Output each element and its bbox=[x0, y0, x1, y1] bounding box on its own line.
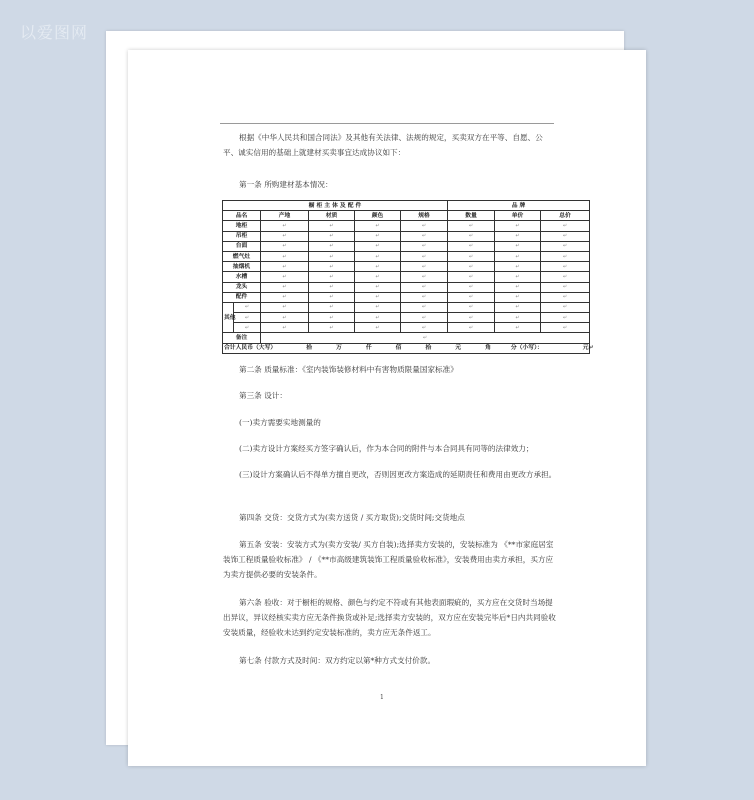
paragraph-mark: ↵ bbox=[562, 243, 568, 250]
paragraph-mark: ↵ bbox=[421, 324, 427, 331]
materials-table bbox=[222, 200, 594, 354]
paragraph-mark: ↵ bbox=[375, 314, 380, 321]
paragraph-mark: ↵ bbox=[329, 243, 334, 250]
paragraph-mark: ↵ bbox=[282, 253, 287, 260]
paragraph-mark: ↵ bbox=[282, 324, 287, 331]
paragraph-mark: ↵ bbox=[562, 253, 568, 260]
paragraph-mark: ↵ bbox=[375, 294, 380, 301]
table-cell bbox=[309, 231, 355, 241]
table-cell bbox=[355, 292, 401, 302]
table-cell bbox=[541, 221, 590, 231]
table-cell bbox=[355, 282, 401, 292]
table-column-header-row bbox=[223, 211, 590, 221]
table-cell bbox=[309, 292, 355, 302]
table-row bbox=[223, 251, 590, 261]
table-cell bbox=[448, 323, 495, 333]
table-cell bbox=[495, 262, 541, 272]
table-cell bbox=[495, 323, 541, 333]
paragraph-mark: ↵ bbox=[515, 243, 520, 250]
table-cell bbox=[401, 282, 448, 292]
table-cell bbox=[541, 262, 590, 272]
paragraph-mark: ↵ bbox=[282, 222, 287, 229]
table-cell bbox=[401, 272, 448, 282]
table-cell bbox=[448, 221, 495, 231]
table-cell bbox=[495, 231, 541, 241]
table-row bbox=[223, 272, 590, 282]
table-cell bbox=[448, 313, 495, 323]
other-label: 其他 bbox=[223, 302, 234, 333]
table-cell bbox=[355, 251, 401, 261]
watermark: 以爱图网 bbox=[20, 23, 89, 42]
table-cell bbox=[261, 262, 309, 272]
paragraph-mark: ↵ bbox=[421, 253, 427, 260]
table-header-row-1 bbox=[223, 201, 590, 211]
table-cell bbox=[401, 302, 448, 312]
table-cell bbox=[541, 272, 590, 282]
table-row-remark bbox=[223, 333, 590, 343]
column-header: 总价 bbox=[541, 211, 590, 221]
paragraph-mark: ↵ bbox=[562, 222, 568, 229]
row-label: 抽烟机 bbox=[223, 262, 261, 272]
remark-cell bbox=[261, 333, 590, 343]
table-cell bbox=[261, 231, 309, 241]
table-cell bbox=[261, 302, 309, 312]
paragraph-mark: ↵ bbox=[421, 243, 427, 250]
table-cell bbox=[401, 231, 448, 241]
total-cell bbox=[223, 343, 594, 353]
table-cell bbox=[309, 282, 355, 292]
paragraph-mark: ↵ bbox=[468, 294, 474, 301]
paragraph-mark: ↵ bbox=[282, 263, 287, 270]
table-row bbox=[223, 323, 590, 333]
table-row bbox=[223, 313, 590, 323]
paragraph-mark: ↵ bbox=[515, 314, 520, 321]
paragraph-mark: ↵ bbox=[375, 273, 380, 280]
paragraph-mark: ↵ bbox=[282, 243, 287, 250]
table-cell bbox=[401, 221, 448, 231]
table-cell bbox=[355, 272, 401, 282]
row-label: 地柜 bbox=[223, 221, 261, 231]
table-cell bbox=[541, 251, 590, 261]
header-rule bbox=[220, 123, 554, 124]
table-cell bbox=[541, 241, 590, 251]
table-cell bbox=[261, 313, 309, 323]
paragraph-mark: ↵ bbox=[329, 314, 334, 321]
row-label: 燃气灶 bbox=[223, 251, 261, 261]
table-cell bbox=[541, 231, 590, 241]
table-cell bbox=[309, 262, 355, 272]
paragraph-mark: ↵ bbox=[329, 263, 334, 270]
table-cell bbox=[261, 323, 309, 333]
column-header: 单价 bbox=[495, 211, 541, 221]
paragraph-mark: ↵ bbox=[421, 304, 427, 311]
paragraph-mark: ↵ bbox=[515, 222, 520, 229]
paragraph-mark: ↵ bbox=[562, 314, 568, 321]
table-cell bbox=[541, 292, 590, 302]
paragraph-mark: ↵ bbox=[329, 273, 334, 280]
page-number: 1 bbox=[380, 694, 384, 701]
clause-3-item-2: (二)卖方设计方案经买方签字确认后，作为本合同的附件与本合同具有同等的法律效力； bbox=[239, 444, 534, 453]
column-header: 品名 bbox=[223, 211, 261, 221]
table-cell bbox=[401, 292, 448, 302]
table-cell bbox=[309, 302, 355, 312]
table-cell bbox=[355, 231, 401, 241]
paragraph-mark: ↵ bbox=[282, 314, 287, 321]
table-row bbox=[223, 292, 590, 302]
table-cell bbox=[495, 272, 541, 282]
paragraph-mark: ↵ bbox=[468, 253, 474, 260]
paragraph-mark: ↵ bbox=[375, 243, 380, 250]
table-cell bbox=[541, 323, 590, 333]
paragraph-mark: ↵ bbox=[422, 335, 428, 342]
paragraph-mark: ↵ bbox=[515, 253, 520, 260]
table-cell bbox=[448, 292, 495, 302]
table-cell bbox=[355, 262, 401, 272]
clause-3-item-1: (一)卖方需要实地测量的 bbox=[239, 418, 321, 427]
paragraph-mark: ↵ bbox=[244, 324, 250, 331]
table-cell bbox=[401, 241, 448, 251]
clause-4: 第四条 交货：交货方式为(卖方送货 / 买方取货);交货时间;交货地点 bbox=[239, 513, 465, 522]
row-label: 配件 bbox=[223, 292, 261, 302]
table-cell bbox=[261, 241, 309, 251]
table-cell bbox=[355, 323, 401, 333]
table-cell bbox=[448, 251, 495, 261]
paragraph-mark: ↵ bbox=[562, 273, 568, 280]
paragraph-mark: ↵ bbox=[562, 263, 568, 270]
table-cell bbox=[495, 313, 541, 323]
paragraph-mark: ↵ bbox=[468, 314, 474, 321]
table-cell bbox=[355, 241, 401, 251]
table-row bbox=[223, 282, 590, 292]
clause-1-heading: 第一条 所购建材基本情况： bbox=[239, 180, 333, 189]
table-cell bbox=[495, 241, 541, 251]
paragraph-mark: ↵ bbox=[468, 324, 474, 331]
paragraph-mark: ↵ bbox=[375, 284, 380, 291]
paragraph-mark: ↵ bbox=[375, 304, 380, 311]
table-row bbox=[223, 302, 590, 312]
table-cell bbox=[541, 313, 590, 323]
table-cell bbox=[401, 262, 448, 272]
table-cell bbox=[309, 272, 355, 282]
table-cell bbox=[448, 231, 495, 241]
table-cell bbox=[541, 282, 590, 292]
paragraph-mark: ↵ bbox=[244, 304, 250, 311]
paragraph-mark: ↵ bbox=[375, 253, 380, 260]
column-header: 材质 bbox=[309, 211, 355, 221]
table-cell bbox=[309, 221, 355, 231]
paragraph-mark: ↵ bbox=[468, 273, 474, 280]
paragraph-mark: ↵ bbox=[421, 314, 427, 321]
paragraph-mark: ↵ bbox=[468, 263, 474, 270]
paragraph-mark: ↵ bbox=[282, 273, 287, 280]
table-cell bbox=[541, 302, 590, 312]
paragraph-mark: ↵ bbox=[329, 222, 334, 229]
total-u5: 拾 bbox=[425, 345, 432, 352]
paragraph-mark: ↵ bbox=[375, 324, 380, 331]
paragraph-mark: ↵ bbox=[562, 324, 568, 331]
table-cell bbox=[261, 251, 309, 261]
clause-5: 第五条 安装：安装方式为(卖方安装/ 买方自装);选择卖方安装的，安装标准为 《**市家庭居室装饰工程质量验收标准》 / 《**市高级建筑装饰工程质量验收标准》，安装费用由卖方承担，买方应为卖方提供必要的安装条件。 bbox=[223, 540, 554, 579]
paragraph-mark: ↵ bbox=[329, 324, 334, 331]
clause-3-heading: 第三条 设计： bbox=[239, 391, 287, 400]
table-cell bbox=[401, 323, 448, 333]
table-cell bbox=[448, 262, 495, 272]
paragraph-mark: ↵ bbox=[468, 243, 474, 250]
document-page bbox=[128, 50, 646, 766]
table-row bbox=[223, 241, 590, 251]
table-cell bbox=[234, 302, 261, 312]
total-u2: 万 bbox=[336, 345, 342, 352]
paragraph-mark: ↵ bbox=[329, 294, 334, 301]
column-header: 颜色 bbox=[355, 211, 401, 221]
paragraph-mark: ↵ bbox=[562, 294, 568, 301]
table-cell bbox=[448, 302, 495, 312]
paragraph-mark: ↵ bbox=[282, 284, 287, 291]
table-cell bbox=[261, 272, 309, 282]
table-cell bbox=[401, 313, 448, 323]
table-cell bbox=[355, 313, 401, 323]
paragraph-mark: ↵ bbox=[329, 253, 334, 260]
column-header: 规格 bbox=[401, 211, 448, 221]
total-u7: 角 bbox=[485, 345, 491, 352]
table-cell bbox=[495, 302, 541, 312]
clause-7: 第七条 付款方式及时间：双方约定以第*种方式支付价款。 bbox=[239, 656, 436, 665]
clause-2: 第二条 质量标准：《室内装饰装修材料中有害物质限量国家标准》 bbox=[239, 365, 458, 374]
paragraph-mark: ↵ bbox=[562, 284, 568, 291]
paragraph-mark: ↵ bbox=[562, 233, 568, 240]
paragraph-mark: ↵ bbox=[468, 233, 474, 240]
table-head-brand: 品 牌 bbox=[448, 201, 590, 211]
paragraph-mark: ↵ bbox=[375, 233, 380, 240]
table-cell bbox=[448, 272, 495, 282]
paragraph-mark: ↵ bbox=[421, 222, 427, 229]
paragraph-mark: ↵ bbox=[468, 284, 474, 291]
table-cell bbox=[355, 221, 401, 231]
paragraph-mark: ↵ bbox=[329, 284, 334, 291]
table-row bbox=[223, 231, 590, 241]
total-u8: 分（小写）： bbox=[510, 345, 543, 352]
paragraph-mark: ↵ bbox=[515, 263, 520, 270]
table-head-main: 橱 柜 主 体 及 配 件 bbox=[223, 201, 448, 211]
paragraph-mark: ↵ bbox=[515, 324, 520, 331]
table-cell bbox=[309, 313, 355, 323]
total-u9: 元↵ bbox=[582, 345, 594, 352]
column-header: 产地 bbox=[261, 211, 309, 221]
row-label: 吊柜 bbox=[223, 231, 261, 241]
paragraph-mark: ↵ bbox=[244, 314, 250, 321]
clause-3-item-3: (三)设计方案确认后不得单方擅自更改，否则因更改方案造成的延期责任和费用由更改方承担。 bbox=[239, 470, 557, 479]
table-row bbox=[223, 221, 590, 231]
table-cell bbox=[495, 251, 541, 261]
remark-label: 备注 bbox=[223, 333, 261, 343]
total-u1: 拾 bbox=[306, 345, 312, 352]
paragraph-mark: ↵ bbox=[468, 304, 474, 311]
table-cell bbox=[448, 282, 495, 292]
table-cell bbox=[234, 313, 261, 323]
table-row bbox=[223, 262, 590, 272]
paragraph-mark: ↵ bbox=[421, 233, 427, 240]
paragraph-mark: ↵ bbox=[421, 263, 427, 270]
total-u6: 元 bbox=[455, 345, 462, 352]
row-label: 水槽 bbox=[223, 272, 261, 282]
row-label: 台面 bbox=[223, 241, 261, 251]
table-cell bbox=[495, 292, 541, 302]
paragraph-mark: ↵ bbox=[421, 273, 427, 280]
paragraph-mark: ↵ bbox=[329, 233, 334, 240]
table-cell bbox=[309, 251, 355, 261]
clause-6: 第六条 验收：对于橱柜的规格、颜色与约定不符或有其他表面瑕疵的，买方应在交货时当场提出异议，异议经核实卖方应无条件换货或补足;选择卖方安装的，双方应在安装完毕后*日内共同验收安装质量，经验收未达到约定安装标准的，卖方应无条件返工。 bbox=[223, 598, 556, 637]
table-cell bbox=[495, 282, 541, 292]
paragraph-mark: ↵ bbox=[282, 294, 287, 301]
table-cell bbox=[309, 241, 355, 251]
paragraph-mark: ↵ bbox=[329, 304, 334, 311]
table-cell bbox=[495, 221, 541, 231]
paragraph-mark: ↵ bbox=[421, 284, 427, 291]
table-cell bbox=[234, 323, 261, 333]
paragraph-mark: ↵ bbox=[421, 294, 427, 301]
paragraph-mark: ↵ bbox=[375, 222, 380, 229]
row-label: 龙头 bbox=[223, 282, 261, 292]
table-cell bbox=[448, 241, 495, 251]
intro-paragraph: 根据《中华人民共和国合同法》及其他有关法律、法规的规定，买卖双方在平等、自愿、公平、诚实信用的基础上就建材买卖事宜达成协议如下： bbox=[223, 133, 543, 157]
table-cell bbox=[261, 221, 309, 231]
table-cell bbox=[261, 282, 309, 292]
table-row-total bbox=[223, 343, 590, 353]
paragraph-mark: ↵ bbox=[515, 304, 520, 311]
column-header: 数量 bbox=[448, 211, 495, 221]
table-cell bbox=[401, 251, 448, 261]
paragraph-mark: ↵ bbox=[375, 263, 380, 270]
total-u4: 佰 bbox=[395, 345, 402, 352]
table-cell bbox=[309, 323, 355, 333]
table-cell bbox=[261, 292, 309, 302]
total-label: 合计人民币（大写） bbox=[224, 345, 277, 352]
total-u3: 仟 bbox=[365, 345, 372, 352]
paragraph-mark: ↵ bbox=[468, 222, 474, 229]
paragraph-mark: ↵ bbox=[562, 304, 568, 311]
paragraph-mark: ↵ bbox=[515, 294, 520, 301]
paragraph-mark: ↵ bbox=[282, 304, 287, 311]
paragraph-mark: ↵ bbox=[515, 284, 520, 291]
table-cell bbox=[355, 302, 401, 312]
paragraph-mark: ↵ bbox=[515, 273, 520, 280]
paragraph-mark: ↵ bbox=[515, 233, 520, 240]
paragraph-mark: ↵ bbox=[282, 233, 287, 240]
